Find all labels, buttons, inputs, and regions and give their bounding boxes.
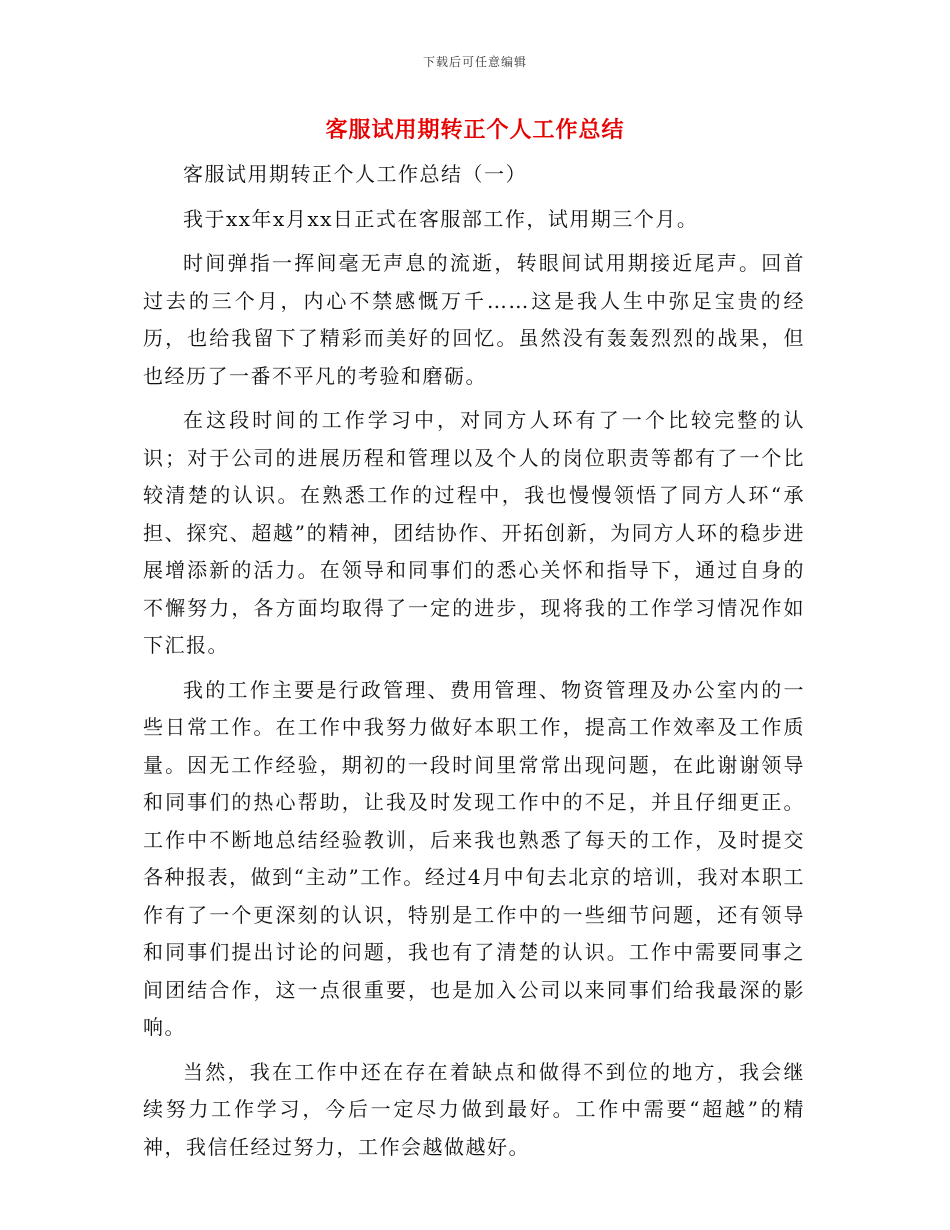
paragraph-reflection: 时间弹指一挥间毫无声息的流逝，转眼间试用期接近尾声。回首过去的三个月，内心不禁感慨万千……这是我人生中弥足宝贵的经历，也给我留下了精彩而美好的回忆。虽然没有轰轰烈烈的战果，但也经历了一番不平凡的考验和磨砺。 (143, 251, 805, 388)
document-title: 客服试用期转正个人工作总结 (325, 117, 625, 143)
paragraph-duties: 我的工作主要是行政管理、费用管理、物资管理及办公室内的一些日常工作。在工作中我努力做好本职工作，提高工作效率及工作质量。因无工作经验，期初的一段时间里常常出现问题，在此谢谢领导和同事们的热心帮助，让我及时发现工作中的不足，并且仔细更正。工作中不断地总结经验教训，后来我也熟悉了每天的工作，及时提交各种报表，做到“主动”工作。经过4月中旬去北京的培训，我对本职工作有了一个更深刻的认识，特别是工作中的一些细节问题，还有领导和同事们提出讨论的问题，我也有了清楚的认识。工作中需要同事之间团结合作，这一点很重要，也是加入公司以来同事们给我最深的影响。 (143, 677, 805, 1039)
paragraph-learning: 在这段时间的工作学习中，对同方人环有了一个比较完整的认识；对于公司的进展历程和管理以及个人的岗位职责等都有了一个比较清楚的认识。在熟悉工作的过程中，我也慢慢领悟了同方人环“承担、探究、超越”的精神，团结协作、开拓创新，为同方人环的稳步进展增添新的活力。在领导和同事们的悉心关怀和指导下，通过自身的不懈努力，各方面均取得了一定的进步，现将我的工作学习情况作如下汇报。 (143, 408, 805, 657)
paragraph-start-date: 我于xx年x月xx日正式在客服部工作，试用期三个月。 (183, 206, 699, 231)
document-body (143, 156, 805, 1173)
header-note: 下载后可任意编辑 (422, 55, 527, 69)
paragraph-conclusion: 当然，我在工作中还在存在着缺点和做得不到位的地方，我会继续努力工作学习，今后一定尽力做到最好。工作中需要“超越”的精神，我信任经过努力，工作会越做越好。 (143, 1059, 805, 1159)
section-heading: 客服试用期转正个人工作总结（一） (183, 162, 527, 186)
